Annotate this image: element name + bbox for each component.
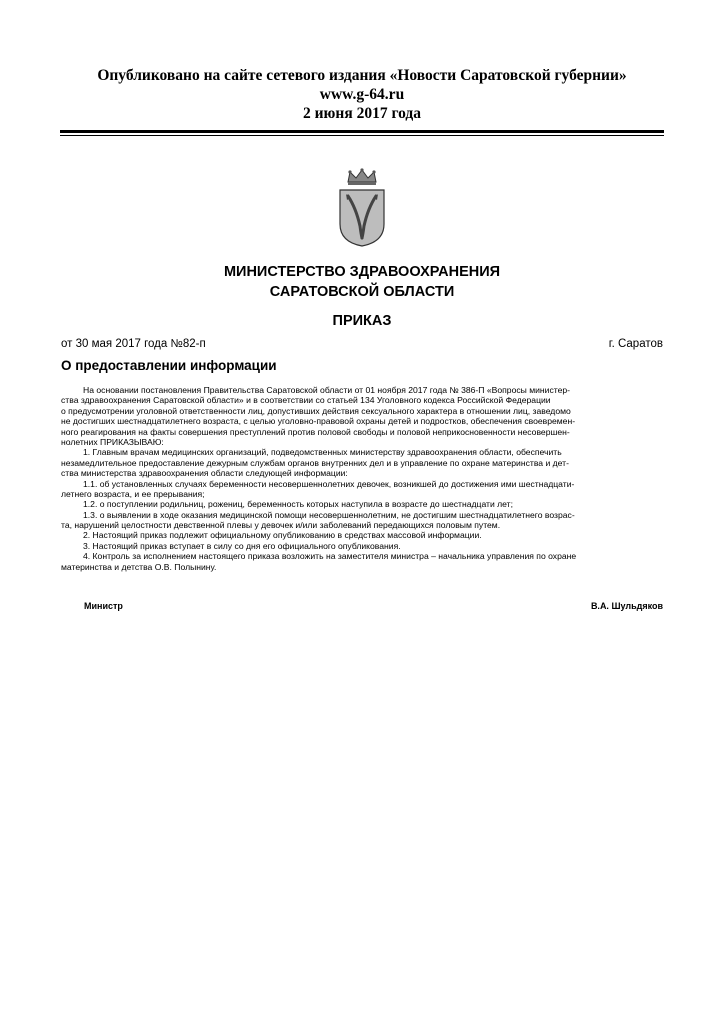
body-line: ства министерства здравоохранения области следующей информации: [61,468,348,479]
order-dateline [61,338,663,354]
body-line: 1. Главным врачам медицинских организаций, подведомственных министерству здравоохранения области, обеспечить [83,447,562,458]
body-line: летнего возраста, и ее прерывания; [61,488,205,499]
body-line: о предусмотрении уголовной ответственности лиц, допустивших действия сексуального характера в отношении лиц, заведомо [61,405,571,416]
body-line: На основании постановления Правительства Саратовской области от 01 ноября 2017 года № 386-П «Вопросы министер- [83,385,571,395]
publication-line: Опубликовано на сайте сетевого издания «Новости Саратовской губернии» [97,67,627,84]
body-line: ного реагирования на факты совершения преступлений против половой свободы и половой неприкосновенности несовершен- [61,426,570,437]
document-type: ПРИКАЗ [332,313,392,329]
header-rule-thin [60,135,664,136]
ministry-line-2: САРАТОВСКОЙ ОБЛАСТИ [269,284,455,300]
signature-position: Министр [84,601,123,611]
order-date: от 30 мая 2017 года №82-п [61,338,206,350]
body-line: незамедлительное предоставление дежурным службам органов внутренних дел и в управление по охране материнства и дет- [61,457,569,468]
body-line: 2. Настоящий приказ подлежит официальному опубликованию в средствах массовой информации. [83,530,482,541]
publication-date: 2 июня 2017 года [302,105,421,122]
body-line: материнства и детства О.В. Полынину. [61,561,217,572]
document-title: О предоставлении информации [61,358,277,373]
body-line: 1.2. о поступлении родильниц, рожениц, беременность которых наступила в возрасте до шестнадцати лет; [83,499,514,510]
order-city: г. Саратов [608,338,663,350]
body-line: та, нарушений целостности девственной плевы у девочек и/или заболеваний передающихся половым путем. [61,520,501,531]
body-line: 1.3. о выявлении в ходе оказания медицинской помощи несовершеннолетним, не достигшим шестнадцатилетнего возрас- [83,509,575,520]
body-line: 1.1. об установленных случаях беременности несовершеннолетних девочек, возникшей до достижения ими шестнадцати- [83,478,575,489]
coat-of-arms-icon [336,168,388,248]
body-line: 4. Контроль за исполнением настоящего приказа возложить на заместителя министра – начальника управления по охране [83,551,577,562]
body-line: ства здравоохранения Саратовской области» и в соответствии со статьей 134 Уголовного кодекса Российской Федерации [61,395,551,406]
body-line: не достигших шестнадцатилетнего возраста, с целью уголовно-правовой охраны детей и подростков, обеспечения своевремен- [61,416,576,427]
body-line: 3. Настоящий приказ вступает в силу со дня его официального опубликования. [83,540,401,551]
signature-name: В.А. Шульдяков [590,601,663,611]
publication-header [0,66,724,123]
signature-block [84,601,663,615]
ministry-name [0,262,724,302]
order-body [61,385,663,572]
publication-site: www.g-64.ru [319,86,405,103]
body-line: нолетних ПРИКАЗЫВАЮ: [61,436,164,447]
header-rule-thick [60,130,664,133]
ministry-line-1: МИНИСТЕРСТВО ЗДРАВООХРАНЕНИЯ [223,264,501,280]
